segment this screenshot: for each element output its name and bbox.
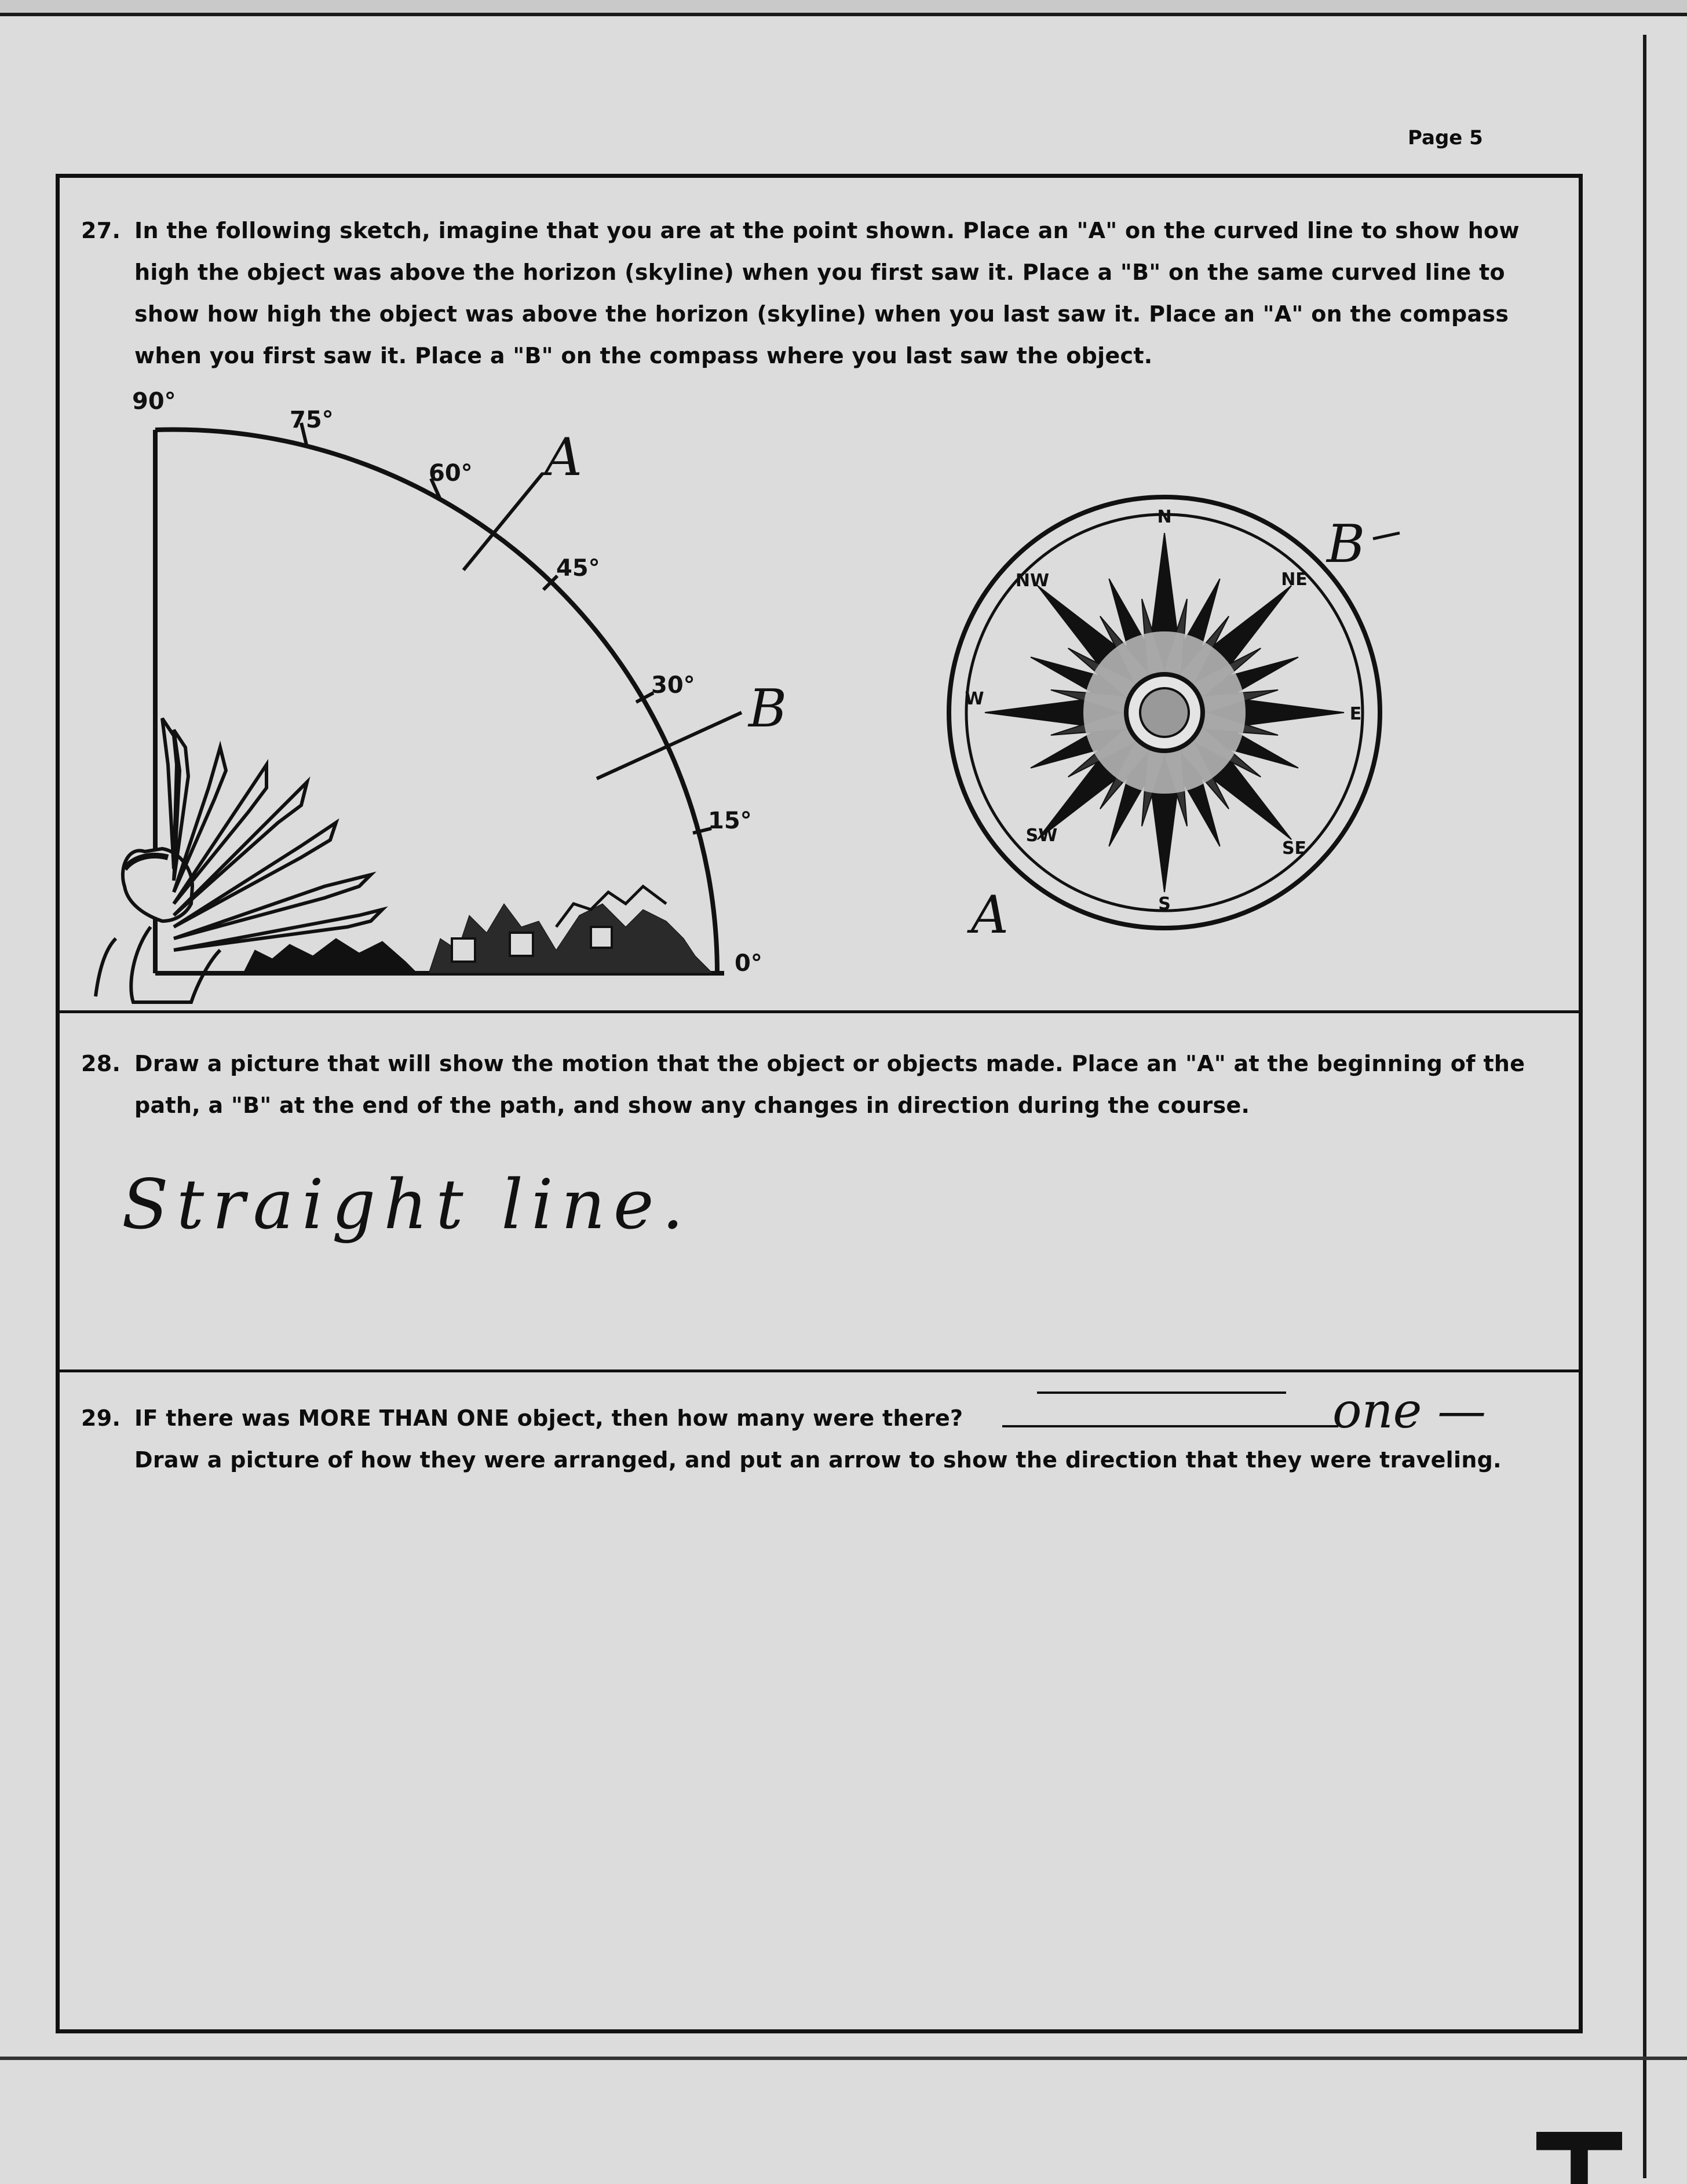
compass-label-n: N <box>1157 507 1172 527</box>
q29-answer-line <box>1002 1425 1338 1427</box>
angle-label-0: 0° <box>735 950 762 977</box>
compass-first-seen-mark: A <box>971 885 1009 945</box>
compass-label-nw: NW <box>1015 571 1050 591</box>
question-text-line: IF there was MORE THAN ONE object, then how many were there? <box>134 1405 963 1431</box>
q28-handwritten-answer: Straight line. <box>122 1164 692 1244</box>
question-text-line: show how high the object was above the horizon (skyline) when you last saw it. Place an "A" on the compass <box>134 301 1509 327</box>
question-28 <box>81 1043 1564 1126</box>
question-text-line: when you first saw it. Place a "B" on the compass where you last saw the object. <box>134 343 1153 368</box>
question-text-line: Draw a picture of how they were arranged, and put an arrow to show the direction that they were traveling. <box>134 1447 1502 1473</box>
question-text-line: path, a "B" at the end of the path, and show any changes in direction during the course. <box>134 1093 1250 1118</box>
angle-label-60: 60° <box>429 460 473 487</box>
angle-label-45: 45° <box>556 555 600 582</box>
angle-label-75: 75° <box>290 407 334 433</box>
elevation-first-seen-mark: A <box>545 427 582 488</box>
question-text-line: Draw a picture that will show the motion that the object or objects made. Place an "A" at the beginning of the <box>134 1051 1525 1076</box>
question-number: 29. <box>81 1405 121 1431</box>
angle-label-90: 90° <box>132 388 176 415</box>
compass-label-sw: SW <box>1025 826 1058 846</box>
compass-last-seen-mark: B <box>1327 514 1365 575</box>
page-number: Page 5 <box>1408 126 1483 149</box>
compass-label-e: E <box>1349 704 1362 724</box>
question-text-line: In the following sketch, imagine that you are at the point shown. Place an "A" on the curved line to show how <box>134 218 1520 243</box>
compass-label-w: W <box>965 689 984 709</box>
question-text-line: high the object was above the horizon (skyline) when you first saw it. Place a "B" on the same curved line to <box>134 260 1505 285</box>
compass-label-s: S <box>1158 894 1171 914</box>
angle-label-15: 15° <box>708 808 752 834</box>
compass-label-se: SE <box>1281 838 1307 859</box>
angle-label-30: 30° <box>651 672 695 699</box>
q29-handwritten-answer: one — <box>1332 1382 1487 1439</box>
compass-label-ne: NE <box>1281 569 1308 590</box>
q29-strike-line <box>1037 1392 1286 1394</box>
elevation-last-seen-mark: B <box>748 678 787 739</box>
question-number: 27. <box>81 218 121 243</box>
question-number: 28. <box>81 1051 121 1076</box>
